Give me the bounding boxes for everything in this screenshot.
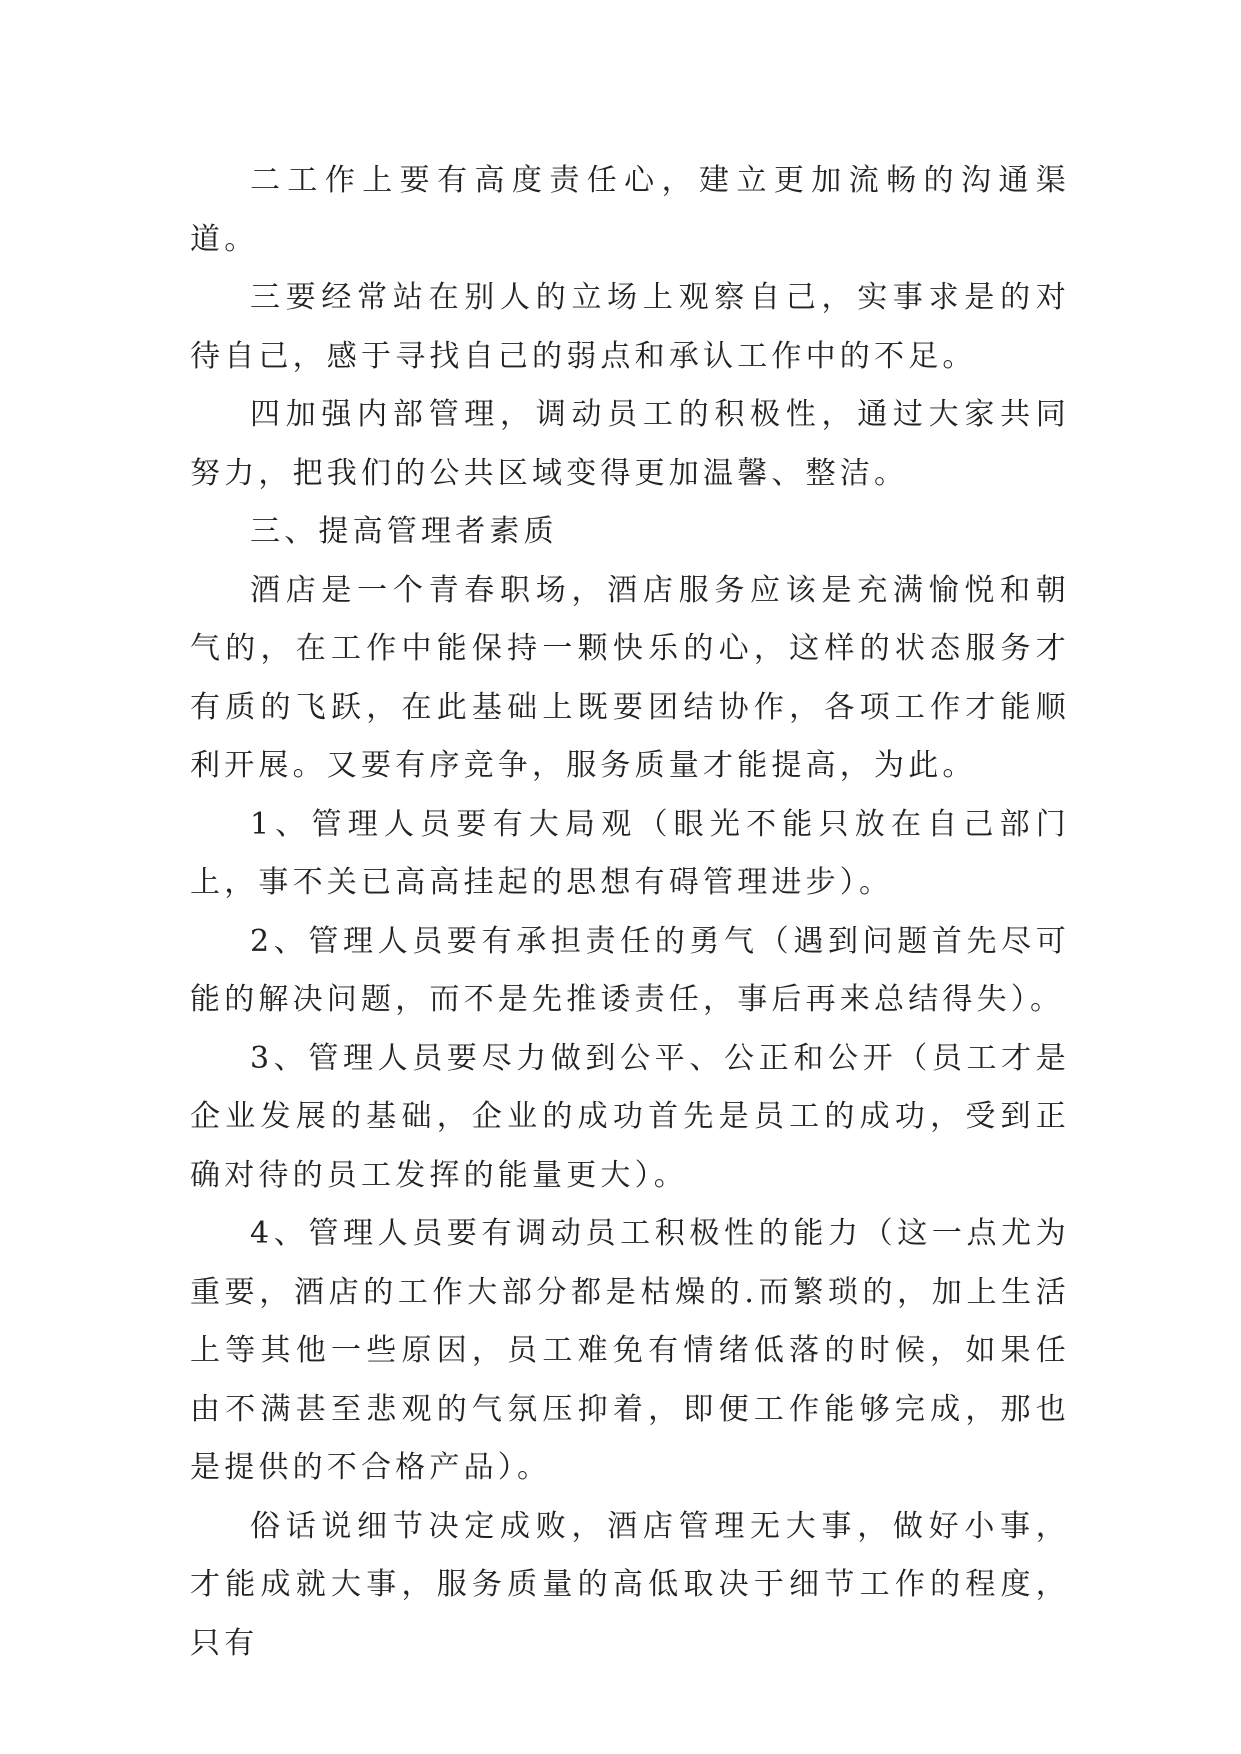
section-heading: 三、提高管理者素质 bbox=[250, 514, 558, 549]
list-item-3: 3、管理人员要尽力做到公平、公正和公开（员工才是企业发展的基础，企业的成功首先是员工的成功，受到正确对待的员工发挥的能量更大）。 bbox=[190, 1040, 1070, 1193]
list-item-1: 1、管理人员要有大局观（眼光不能只放在自己部门上，事不关已高高挂起的思想有碍管理进步）。 bbox=[190, 806, 1070, 900]
document-body bbox=[190, 152, 1070, 1673]
paragraph-1: 二工作上要有高度责任心，建立更加流畅的沟通渠道。 bbox=[190, 163, 1070, 257]
paragraph-2: 三要经常站在别人的立场上观察自己，实事求是的对待自己，感于寻找自己的弱点和承认工作中的不足。 bbox=[190, 280, 1070, 374]
list-item-4: 4、管理人员要有调动员工积极性的能力（这一点尤为重要，酒店的工作大部分都是枯燥的.而繁琐的，加上生活上等其他一些原因，员工难免有情绪低落的时候，如果任由不满甚至悲观的气氛压抑着，即便工作能够完成，那也是提供的不合格产品）。 bbox=[190, 1216, 1070, 1485]
paragraph-10: 俗话说细节决定成败，酒店管理无大事，做好小事，才能成就大事，服务质量的高低取决于细节工作的程度，只有 bbox=[190, 1508, 1070, 1661]
paragraph-3: 四加强内部管理，调动员工的积极性，通过大家共同努力，把我们的公共区域变得更加温馨、整洁。 bbox=[190, 397, 1070, 491]
paragraph-5: 酒店是一个青春职场，酒店服务应该是充满愉悦和朝气的，在工作中能保持一颗快乐的心，这样的状态服务才有质的飞跃，在此基础上既要团结协作，各项工作才能顺利开展。又要有序竞争，服务质量才能提高，为此。 bbox=[190, 572, 1070, 783]
list-item-2: 2、管理人员要有承担责任的勇气（遇到问题首先尽可能的解决问题，而不是先推诿责任，事后再来总结得失）。 bbox=[190, 923, 1070, 1017]
